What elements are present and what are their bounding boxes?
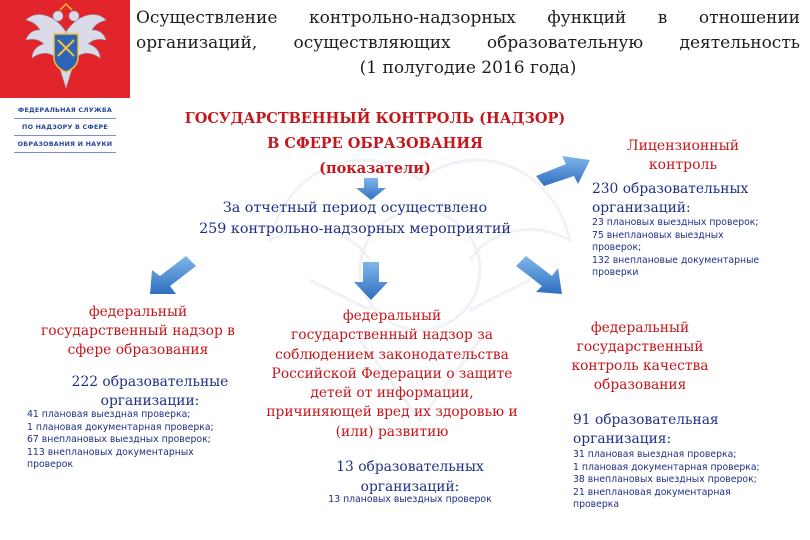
reporting-period-summary bbox=[165, 198, 545, 240]
list-item: проверка bbox=[573, 499, 620, 510]
quality-control-title bbox=[560, 319, 720, 395]
child-protection-title-line: (или) развитию bbox=[335, 423, 449, 440]
list-item: проверок bbox=[27, 459, 74, 470]
list-item: 38 внеплановых выездных проверок; bbox=[573, 474, 757, 485]
licensing-control-title bbox=[583, 137, 783, 175]
fed-supervision-title-line-1: федеральный bbox=[88, 304, 188, 320]
list-item: 41 плановая выездная проверка; bbox=[27, 409, 191, 420]
state-control-heading-line-1: ГОСУДАРСТВЕННЫЙ КОНТРОЛЬ (НАДЗОР) bbox=[184, 110, 566, 127]
state-control-heading bbox=[170, 106, 580, 181]
list-item: 23 плановых выездных проверок; bbox=[592, 217, 759, 228]
quality-control-count bbox=[573, 411, 793, 449]
list-item: проверок; bbox=[592, 242, 642, 253]
agency-name bbox=[0, 102, 130, 153]
title-line-2: организаций, осуществляющих образовательную деятельность bbox=[136, 33, 800, 53]
quality-control-details bbox=[573, 449, 803, 512]
list-item: 132 внеплановые документарные bbox=[592, 254, 760, 266]
quality-title-line-1: федеральный bbox=[590, 320, 690, 336]
child-protection-title-line: соблюдением законодательства bbox=[275, 346, 509, 363]
quality-title-line-4: образования bbox=[593, 377, 687, 393]
fed-supervision-title-line-3: сфере образования bbox=[67, 342, 209, 358]
eagle-emblem-icon bbox=[24, 2, 108, 94]
state-control-heading-line-3: (показатели) bbox=[319, 160, 431, 177]
child-protection-title-line: федеральный bbox=[342, 308, 442, 324]
list-item: проверки bbox=[592, 267, 639, 278]
child-protection-title-line: государственный надзор за bbox=[291, 327, 493, 344]
period-line-1: За отчетный период осуществлено bbox=[222, 200, 488, 216]
list-item: 1 плановая документарная проверка; bbox=[573, 461, 760, 473]
licensing-title-line-1: Лицензионный bbox=[626, 138, 740, 154]
title-line-3: (1 полугодие 2016 года) bbox=[359, 58, 577, 78]
fed-supervision-count-line-2: организации: bbox=[100, 393, 200, 409]
list-item: 113 внеплановых документарных bbox=[27, 446, 194, 458]
federal-supervision-details bbox=[27, 409, 267, 472]
quality-count-line-1: 91 образовательная bbox=[573, 412, 719, 428]
licensing-count-line-2: организаций: bbox=[592, 200, 691, 216]
child-protection-count bbox=[300, 457, 520, 497]
state-control-heading-line-2: В СФЕРЕ ОБРАЗОВАНИЯ bbox=[267, 135, 483, 152]
list-item: 1 плановая документарная проверка; bbox=[27, 421, 214, 433]
licensing-title-line-2: контроль bbox=[648, 157, 718, 173]
list-item: 21 внеплановая документарная bbox=[573, 486, 731, 498]
arrow-down-left-icon bbox=[150, 256, 196, 294]
agency-line-2: ПО НАДЗОРУ В СФЕРЕ bbox=[14, 119, 116, 136]
licensing-details bbox=[592, 217, 802, 280]
child-protection-detail: 13 плановых выездных проверок bbox=[328, 494, 492, 505]
quality-title-line-2: государственный bbox=[576, 339, 704, 355]
fed-supervision-count-line-1: 222 образовательные bbox=[71, 374, 229, 390]
title-line-1: Осуществление контрольно-надзорных функций в отношении bbox=[136, 8, 800, 28]
quality-title-line-3: контроль качества bbox=[571, 358, 709, 374]
agency-line-3: ОБРАЗОВАНИЯ И НАУКИ bbox=[14, 136, 116, 153]
child-protection-title-line: Российской Федерации о защите bbox=[271, 365, 513, 382]
quality-count-line-2: организация: bbox=[573, 431, 672, 447]
child-protection-title-line: детей от информации, bbox=[310, 385, 474, 402]
list-item: 67 внеплановых выездных проверок; bbox=[27, 434, 211, 445]
logo-panel bbox=[0, 0, 130, 98]
slide-title bbox=[136, 6, 800, 81]
child-protection-supervision-title bbox=[252, 307, 532, 442]
fed-supervision-title-line-2: государственный надзор в bbox=[41, 323, 235, 339]
licensing-count-line-1: 230 образовательных bbox=[592, 181, 749, 197]
child-protection-count-line-2: организаций: bbox=[360, 479, 460, 495]
child-protection-title-line: причиняющей вред их здоровью и bbox=[266, 404, 518, 421]
agency-line-1: ФЕДЕРАЛЬНАЯ СЛУЖБА bbox=[14, 102, 116, 119]
period-line-2: 259 контрольно-надзорных мероприятий bbox=[199, 221, 511, 237]
licensing-count bbox=[592, 180, 792, 218]
child-protection-count-line-1: 13 образовательных bbox=[336, 459, 484, 475]
federal-supervision-count bbox=[55, 373, 245, 411]
list-item: 75 внеплановых выездных bbox=[592, 229, 724, 241]
federal-supervision-title bbox=[28, 303, 248, 360]
list-item: 31 плановая выездная проверка; bbox=[573, 449, 737, 460]
